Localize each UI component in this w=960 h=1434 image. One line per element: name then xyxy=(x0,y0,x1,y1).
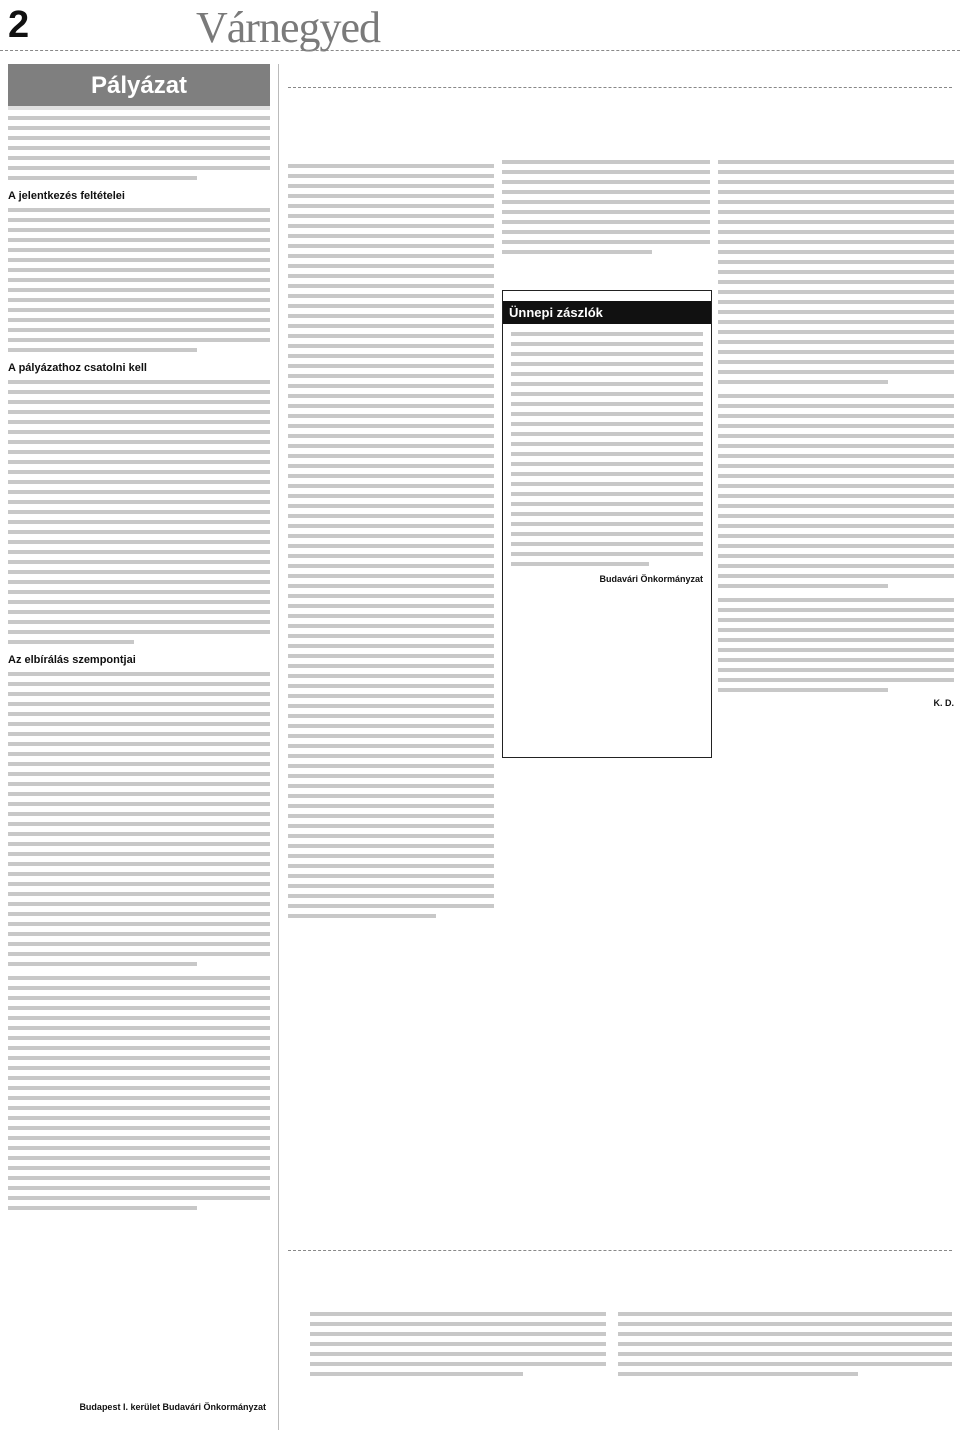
page-number: 2 xyxy=(8,4,30,46)
column-divider xyxy=(278,64,279,1430)
article-signoff: K. D. xyxy=(933,698,954,708)
kicker-rule xyxy=(288,87,952,88)
concert-text-left xyxy=(310,1312,606,1422)
tender-section-conditions: A jelentkezés feltételei xyxy=(8,190,125,202)
flags-box-title: Ünnepi zászlók xyxy=(503,301,711,324)
tender-criteria-text xyxy=(8,672,270,966)
flags-box-signature: Budavári Önkormányzat xyxy=(599,574,703,584)
masthead-rule xyxy=(0,50,960,51)
tender-signature: Budapest I. kerület Budavári Önkormányzat xyxy=(79,1402,266,1412)
tender-conditions-text xyxy=(8,208,270,352)
tender-intro xyxy=(8,116,270,180)
tender-attachments-text xyxy=(8,380,270,644)
masthead xyxy=(0,0,960,52)
tender-article xyxy=(8,64,270,1430)
tender-banner-rule xyxy=(8,106,270,110)
paper-name: Várnegyed xyxy=(196,3,381,52)
tender-section-attachments: A pályázathoz csatolni kell xyxy=(8,362,147,374)
concert-program xyxy=(618,1312,952,1422)
article-column-3 xyxy=(718,160,954,1242)
concert-rule xyxy=(288,1250,952,1251)
flags-box xyxy=(502,290,712,758)
tender-section-criteria: Az elbírálás szempontjai xyxy=(8,654,136,666)
tender-banner: Pályázat xyxy=(8,64,270,106)
tender-amount-text xyxy=(8,976,270,1210)
article-column-1 xyxy=(288,160,494,1242)
